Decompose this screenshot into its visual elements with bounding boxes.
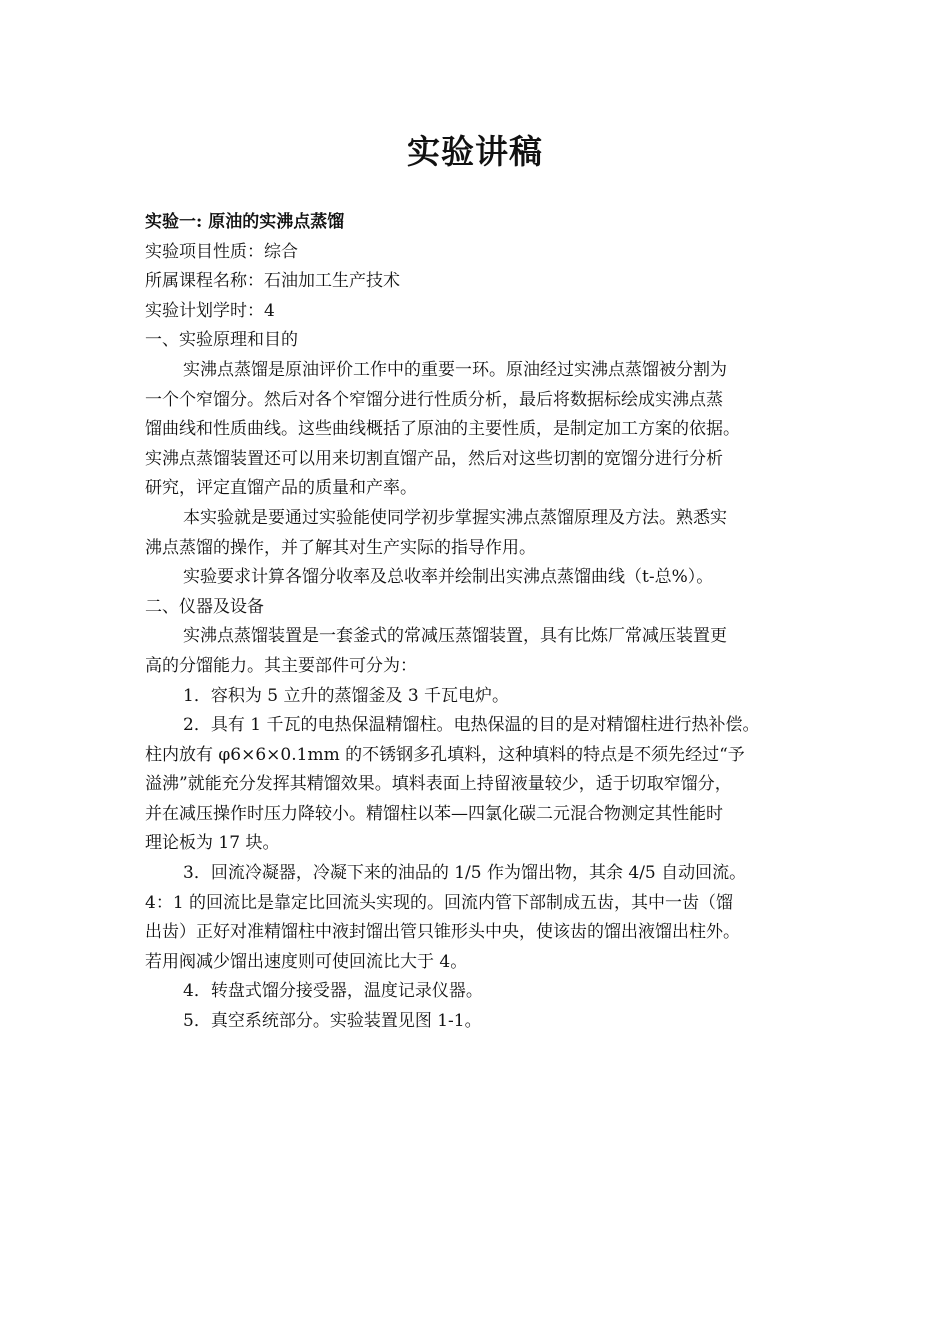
- list-item: 2．具有 1 千瓦的电热保温精馏柱。电热保温的目的是对精馏柱进行热补偿。: [183, 715, 760, 736]
- meta-nature: 实验项目性质：综合: [145, 241, 298, 262]
- paragraph-line: 出齿）正好对准精馏柱中液封馏出管只锥形头中央，使该齿的馏出液馏出柱外。: [145, 922, 740, 943]
- paragraph-line: 4：1 的回流比是靠定比回流头实现的。回流内管下部制成五齿，其中一齿（馏: [145, 892, 734, 913]
- paragraph-line: 沸点蒸馏的操作，并了解其对生产实际的指导作用。: [145, 537, 536, 558]
- paragraph-line: 实沸点蒸馏装置是一套釜式的常减压蒸馏装置，具有比炼厂常减压装置更: [183, 626, 727, 647]
- paragraph-line: 理论板为 17 块。: [145, 833, 280, 854]
- paragraph-line: 高的分馏能力。其主要部件可分为：: [145, 655, 417, 676]
- list-item: 1．容积为 5 立升的蒸馏釜及 3 千瓦电炉。: [183, 685, 510, 706]
- paragraph-line: 若用阀减少馏出速度则可使回流比大于 4。: [145, 951, 468, 972]
- paragraph-line: 并在减压操作时压力降较小。精馏柱以苯—四氯化碳二元混合物测定其性能时: [145, 803, 723, 824]
- paragraph-line: 馏曲线和性质曲线。这些曲线概括了原油的主要性质，是制定加工方案的依据。: [145, 419, 740, 440]
- paragraph-line: 柱内放有 φ6×6×0.1mm 的不锈钢多孔填料，这种填料的特点是不须先经过“予: [145, 744, 745, 765]
- paragraph-line: 一个个窄馏分。然后对各个窄馏分进行性质分析，最后将数据标绘成实沸点蒸: [145, 389, 723, 410]
- paragraph-line: 研究，评定直馏产品的质量和产率。: [145, 478, 417, 499]
- page-title: 实验讲稿: [407, 132, 543, 171]
- paragraph-line: 实沸点蒸馏装置还可以用来切割直馏产品，然后对这些切割的宽馏分进行分析: [145, 448, 723, 469]
- paragraph-line: 实验要求计算各馏分收率及总收率并绘制出实沸点蒸馏曲线（t-总%）。: [183, 567, 714, 588]
- meta-course: 所属课程名称：石油加工生产技术: [145, 271, 400, 292]
- experiment-heading: 实验一: 原油的实沸点蒸馏: [145, 212, 345, 232]
- paragraph-line: 实沸点蒸馏是原油评价工作中的重要一环。原油经过实沸点蒸馏被分割为: [183, 359, 727, 380]
- list-item: 4．转盘式馏分接受器，温度记录仪器。: [183, 981, 483, 1002]
- meta-hours: 实验计划学时：4: [145, 300, 275, 321]
- section1-heading: 一、实验原理和目的: [145, 330, 298, 351]
- list-item: 3．回流冷凝器，冷凝下来的油品的 1/5 作为馏出物，其余 4/5 自动回流。: [183, 863, 747, 884]
- section2-heading: 二、仪器及设备: [145, 596, 264, 617]
- document-body: [145, 208, 817, 1037]
- list-item: 5．真空系统部分。实验装置见图 1-1。: [183, 1011, 482, 1032]
- paragraph-line: 本实验就是要通过实验能使同学初步掌握实沸点蒸馏原理及方法。熟悉实: [183, 507, 727, 528]
- paragraph-line: 溢沸”就能充分发挥其精馏效果。填料表面上持留液量较少，适于切取窄馏分，: [145, 774, 732, 795]
